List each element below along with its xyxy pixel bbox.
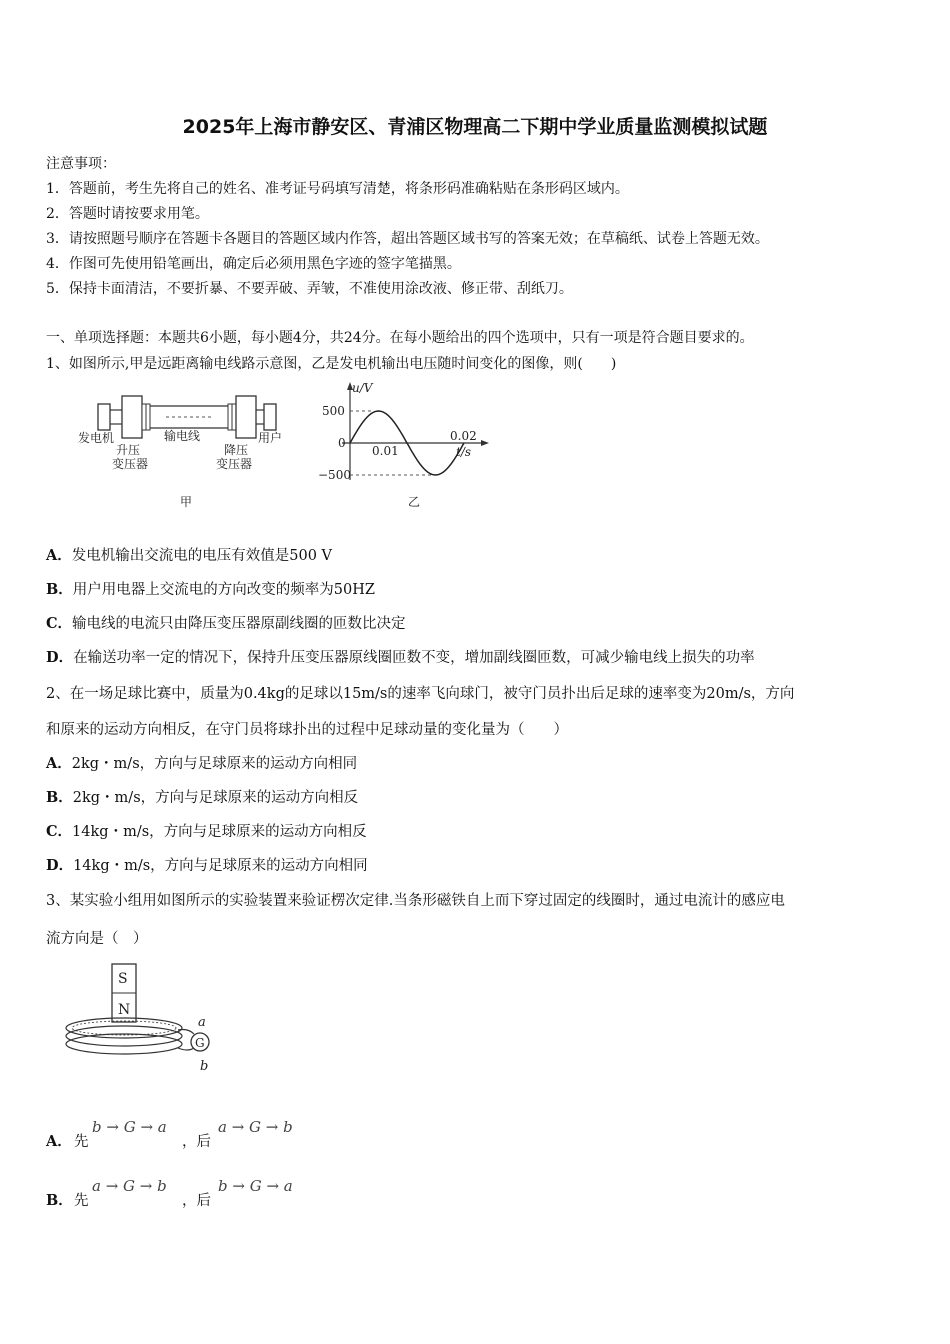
section-heading: 一、单项选择题：本题共6小题，每小题4分，共24分。在每小题给出的四个选项中，只有一项是符合题目要求的。: [46, 330, 754, 346]
figure-caption-yi: 乙: [408, 495, 421, 509]
terminal-a-label: a: [198, 1015, 206, 1030]
tick-0-01: 0.01: [372, 444, 399, 458]
question-2-stem-line2: 和原来的运动方向相反，在守门员将球扑出的过程中足球动量的变化量为（ ）: [46, 722, 568, 738]
question-2-stem-line1: 2、在一场足球比赛中，质量为0.4kg的足球以15m/s的速率飞向球门，被守门员扑出后足球的速率变为20m/s，方向: [46, 686, 795, 702]
option-letter: D．: [46, 649, 74, 666]
notice-item: 3．请按照题号顺序在答题卡各题目的答题区域内作答，超出答题区域书写的答案无效；在草稿纸、试卷上答题无效。: [46, 231, 769, 247]
label-step-up: 升压: [116, 443, 141, 457]
option-letter: B．: [46, 581, 73, 598]
current-direction-first: b → G → a: [92, 1118, 167, 1136]
current-direction-first: a → G → b: [92, 1177, 167, 1195]
option-letter: D．: [46, 857, 74, 874]
tick-0: 0: [338, 436, 346, 450]
option-middle: ，后: [182, 1134, 211, 1150]
option-text: 在输送功率一定的情况下，保持升压变压器原线圈匝数不变，增加副线圈匝数，可减少输电线上损失的功率: [73, 650, 755, 666]
notice-item: 2．答题时请按要求用笔。: [46, 206, 209, 222]
q1-option-a: [46, 544, 332, 565]
option-text: 用户用电器上交流电的方向改变的频率为50HZ: [72, 582, 375, 598]
option-prefix: 先: [74, 1193, 89, 1209]
option-middle: ，后: [182, 1193, 211, 1209]
option-prefix: 先: [74, 1134, 89, 1150]
magnet-n-pole: N: [118, 1002, 131, 1018]
q1-option-b: [46, 578, 375, 599]
voltage-time-graph: [314, 380, 494, 514]
option-letter: C．: [46, 823, 73, 840]
x-axis-label: t/s: [456, 445, 472, 459]
tick-0-02: 0.02: [450, 429, 477, 443]
option-text: 输电线的电流只由降压变压器原副线圈的匝数比决定: [72, 616, 406, 632]
figure-caption-jia: 甲: [180, 495, 193, 509]
label-step-up-transformer: 变压器: [112, 457, 149, 471]
magnet-s-pole: S: [118, 971, 128, 987]
tick-neg-500: −500: [318, 468, 351, 482]
page-title: 2025年上海市静安区、青浦区物理高二下期中学业质量监测模拟试题: [182, 116, 768, 138]
option-text: 发电机输出交流电的电压有效值是500 V: [71, 548, 333, 564]
terminal-b-label: b: [200, 1059, 209, 1074]
transmission-diagram: [78, 384, 294, 514]
label-step-down-transformer: 变压器: [216, 457, 253, 471]
q1-option-c: [46, 612, 406, 633]
option-letter: A．: [46, 1133, 72, 1150]
option-text: 2kg・m/s，方向与足球原来的运动方向相反: [72, 790, 359, 806]
notice-item: 4．作图可先使用铅笔画出，确定后必须用黑色字迹的签字笔描黑。: [46, 256, 461, 272]
label-step-down: 降压: [224, 443, 249, 457]
lenz-law-apparatus: [60, 962, 220, 1080]
option-text: 2kg・m/s，方向与足球原来的运动方向相同: [71, 756, 358, 772]
notice-heading: 注意事项：: [46, 156, 116, 172]
current-direction-second: a → G → b: [218, 1118, 293, 1136]
option-text: 14kg・m/s，方向与足球原来的运动方向相同: [73, 858, 368, 874]
question-1-stem: 1、如图所示,甲是远距离输电线路示意图，乙是发电机输出电压随时间变化的图像，则( ): [46, 356, 617, 372]
label-user: 用户: [258, 431, 283, 445]
tick-500: 500: [322, 404, 345, 418]
q2-option-c: [46, 820, 367, 841]
y-axis-label: u/V: [352, 381, 373, 395]
question-3-stem-line2: 流方向是（ ）: [46, 931, 148, 947]
current-direction-second: b → G → a: [218, 1177, 293, 1195]
q1-option-d: [46, 646, 755, 667]
option-letter: C．: [46, 615, 73, 632]
notice-item: 5．保持卡面清洁，不要折暴、不要弄破、弄皱，不准使用涂改液、修正带、刮纸刀。: [46, 281, 573, 297]
q2-option-d: [46, 854, 368, 875]
option-letter: B．: [46, 789, 73, 806]
q2-option-a: [46, 752, 357, 773]
label-generator: 发电机: [78, 431, 115, 445]
notice-item: 1．答题前，考生先将自己的姓名、准考证号码填写清楚，将条形码准确粘贴在条形码区域内。: [46, 181, 629, 197]
question-3-stem-line1: 3、某实验小组用如图所示的实验装置来验证楞次定律.当条形磁铁自上而下穿过固定的线圈时，通过电流计的感应电: [46, 893, 785, 909]
q2-option-b: [46, 786, 358, 807]
label-transmission-line: 输电线: [164, 429, 201, 443]
option-text: 14kg・m/s，方向与足球原来的运动方向相反: [72, 824, 367, 840]
option-letter: A．: [46, 547, 72, 564]
option-letter: A．: [46, 755, 72, 772]
option-letter: B．: [46, 1192, 73, 1209]
galvanometer-label: G: [195, 1036, 205, 1050]
